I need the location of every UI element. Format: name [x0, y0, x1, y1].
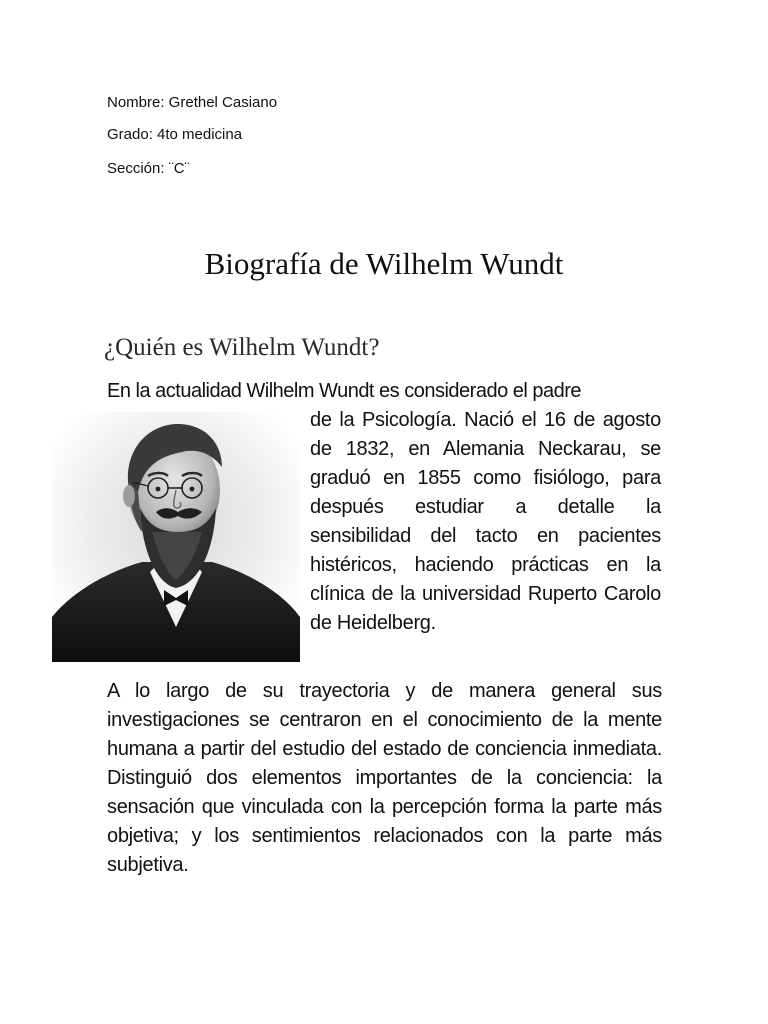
paragraph-one-first-line: En la actualidad Wilhelm Wundt es considerado el padre — [107, 380, 582, 402]
document-title: Biografía de Wilhelm Wundt — [204, 246, 564, 281]
student-grade: Grado: 4to medicina — [107, 126, 243, 143]
section-heading: ¿Quién es Wilhelm Wundt? — [104, 334, 380, 361]
student-section: Sección: ¨C¨ — [107, 160, 190, 177]
paragraph-two: A lo largo de su trayectoria y de manera general sus investigaciones se centraron en el conocimiento de la mente humana a partir del estudio del estado de conciencia inmediata. Distinguió dos elementos importantes de la conciencia: la sensación que vinculada con la percepción forma la parte más objetiva; y los sentimientos relacionados con la parte más subjetiva. — [107, 680, 662, 876]
paragraph-one-wrapped: de la Psicología. Nació el 16 de agosto de 1832, en Alemania Neckarau, se graduó en 1855 como fisiólogo, para después estudiar a detalle la sensibilidad del tacto en pacientes histéricos, haciendo prácticas en la clínica de la universidad Ruperto Carolo de Heidelberg. — [310, 409, 661, 634]
student-name: Nombre: Grethel Casiano — [107, 94, 278, 111]
portrait-image — [52, 412, 300, 662]
